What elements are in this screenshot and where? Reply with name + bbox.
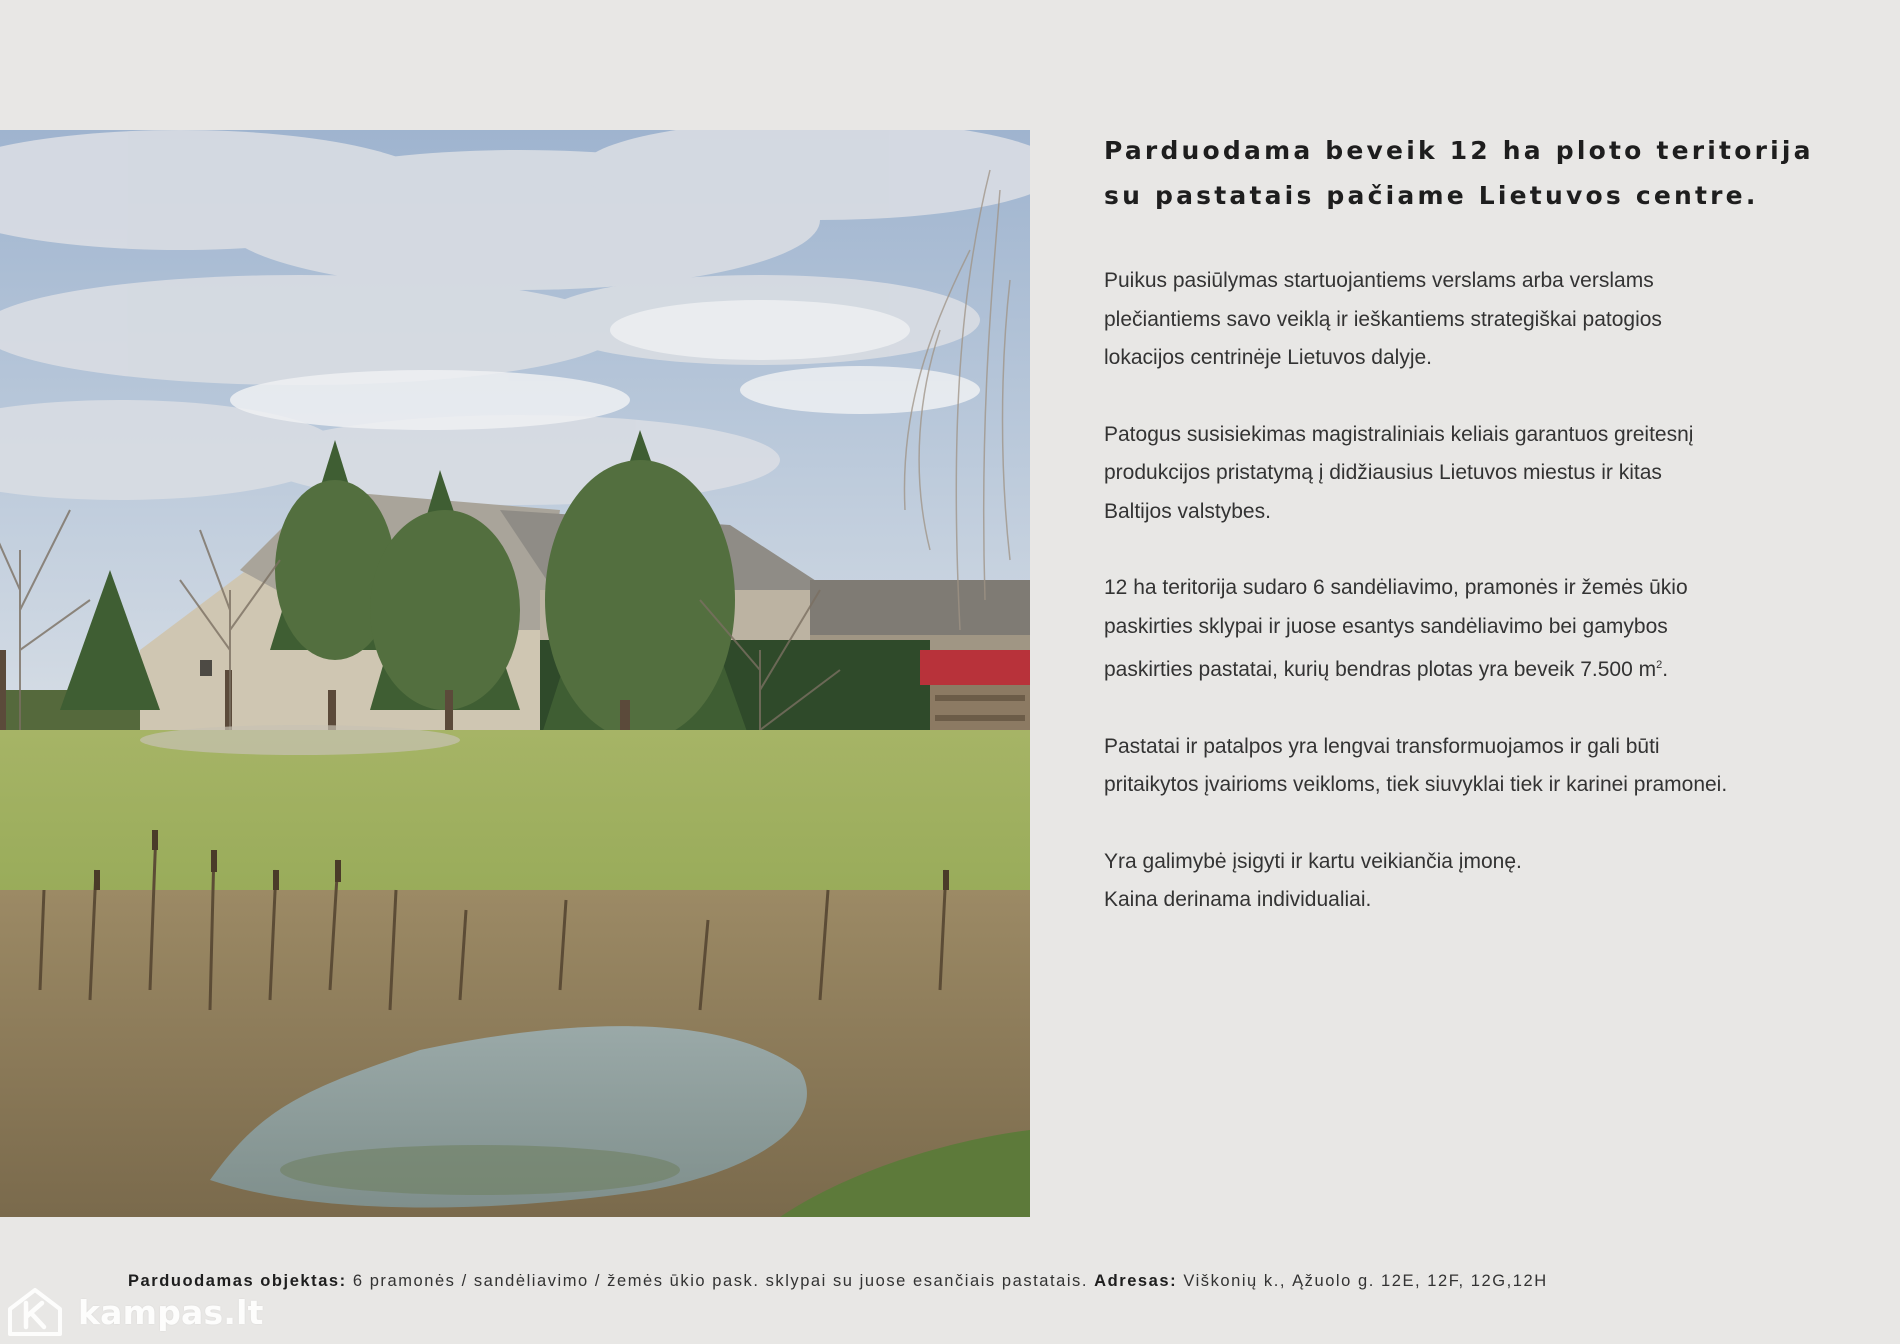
paragraph-line: Baltijos valstybes.	[1104, 499, 1271, 523]
paragraph-price	[1104, 843, 1784, 920]
paragraph-line: produkcijos pristatymą į didžiausius Lietuvos miestus ir kitas	[1104, 461, 1662, 484]
paragraph-line: pritaikytos įvairioms veikloms, tiek siuvyklai tiek ir karinei pramonei.	[1104, 773, 1728, 796]
object-value: 6 pramonės / sandėliavimo / žemės ūkio pask. sklypai su juose esančiais pastatais.	[352, 1272, 1088, 1290]
paragraph-line: Puikus pasiūlymas startuojantiems verslams arba verslams	[1104, 269, 1654, 292]
headline-line-1: Parduodama beveik 12 ha ploto teritorija	[1104, 136, 1814, 165]
area-period: .	[1662, 658, 1669, 681]
area-superscript: 2	[1656, 659, 1663, 671]
area-text: paskirties pastatai, kurių bendras plotas yra beveik 7.500 m	[1104, 658, 1657, 681]
paragraph-buildings	[1104, 728, 1784, 805]
paragraph-line: 12 ha teritorija sudaro 6 sandėliavimo, pramonės ir žemės ūkio	[1104, 576, 1688, 599]
paragraph-line: Patogus susisiekimas magistraliniais keliais garantuos greitesnį	[1104, 422, 1694, 446]
headline-line-2: su pastatais pačiame Lietuvos centre.	[1104, 181, 1759, 210]
footer-details	[128, 1272, 1548, 1291]
paragraph-line: Pastatai ir patalpos yra lengvai transformuojamos ir gali būti	[1104, 734, 1660, 758]
description-column	[1104, 128, 1814, 958]
paragraph-transport	[1104, 416, 1784, 532]
headline	[1104, 128, 1814, 218]
paragraph-line	[1104, 646, 1784, 690]
paragraph-line: Yra galimybė įsigyti ir kartu veikiančia įmonę.	[1104, 849, 1522, 873]
property-photo	[0, 130, 1030, 1217]
paragraph-line: lokacijos centrinėje Lietuvos dalyje.	[1104, 346, 1433, 369]
address-value: Viškonių k., Ąžuolo g. 12E, 12F, 12G,12H	[1183, 1272, 1548, 1290]
paragraph-territory	[1104, 569, 1784, 690]
paragraph-line: Kaina derinama individualiai.	[1104, 888, 1372, 911]
object-label: Parduodamas objektas:	[128, 1272, 347, 1290]
paragraph-intro	[1104, 262, 1784, 378]
watermark-text: kampas.lt	[78, 1292, 264, 1332]
kampas-watermark[interactable]	[6, 1286, 264, 1338]
landscape-illustration	[0, 130, 1030, 1217]
address-label: Adresas:	[1094, 1272, 1178, 1290]
paragraph-line: plečiantiems savo veiklą ir ieškantiems strategiškai patogios	[1104, 307, 1662, 331]
house-k-icon	[6, 1287, 64, 1337]
paragraph-line: paskirties sklypai ir juose esantys sandėliavimo bei gamybos	[1104, 614, 1668, 638]
